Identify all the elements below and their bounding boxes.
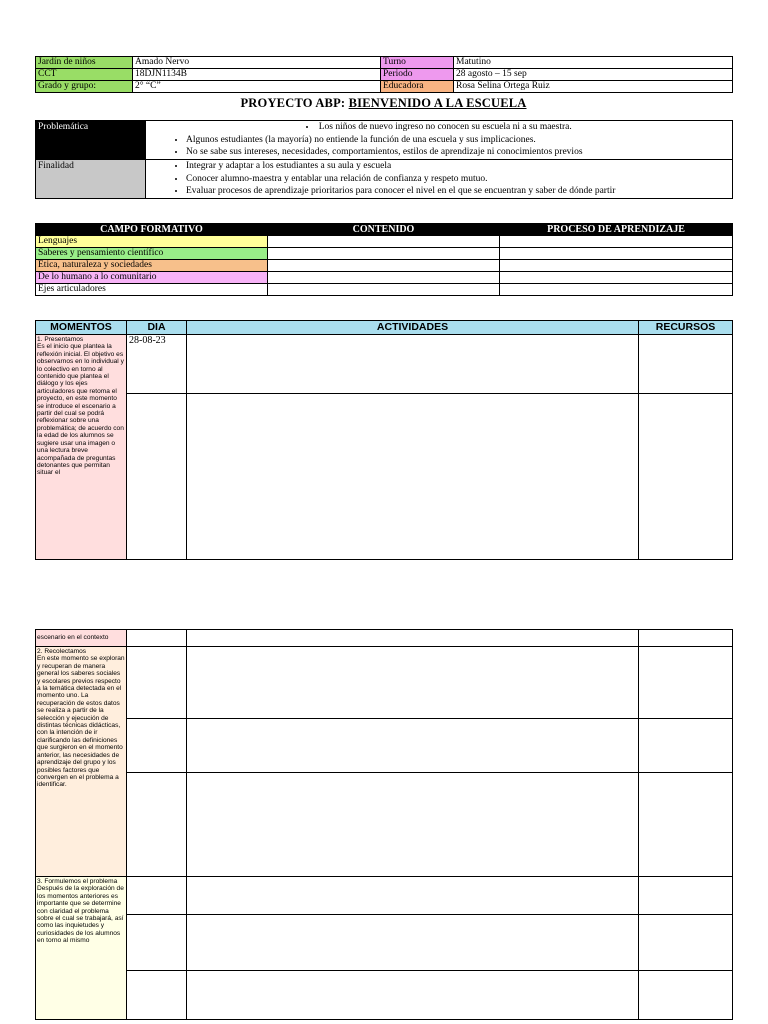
momento-3-text: 3. Formulemos el problema Después de la exploración de los momentos anteriores es importante que se determine con claridad el problema sobre el cual se trabajará, así como las inquietudes y curiosidades de los alumnos en torno al mismo: [36, 877, 127, 1020]
momento-row: [36, 719, 733, 773]
empty-cell: [268, 236, 500, 248]
empty-cell: [500, 272, 733, 284]
info-row: [36, 81, 733, 93]
momentos-header: MOMENTOS: [36, 321, 127, 335]
day-cell: [127, 970, 187, 1019]
info-row: [36, 57, 733, 69]
resource-cell: [639, 914, 733, 970]
empty-cell: [268, 272, 500, 284]
info-label: Jardín de niños: [36, 57, 133, 69]
campo-cell: Ética, naturaleza y sociedades: [36, 260, 268, 272]
info-value: 2° “C”: [133, 81, 381, 93]
purpose-content: [146, 160, 733, 199]
resource-cell: [639, 970, 733, 1019]
problem-table: [35, 120, 733, 199]
empty-cell: [500, 236, 733, 248]
campo-row: [36, 248, 733, 260]
momentos-table: [35, 320, 733, 560]
activity-cell: [187, 630, 639, 647]
empty-cell: [500, 260, 733, 272]
purpose-item: • Evaluar procesos de aprendizaje prioritarios para conocer el nivel en el que se encuentran y saber de dónde partir: [186, 185, 730, 198]
resource-cell: [639, 647, 733, 719]
empty-cell: [500, 248, 733, 260]
day-cell: [127, 394, 187, 560]
info-table: [35, 56, 733, 93]
resource-cell: [639, 773, 733, 877]
momentos-header-row: [36, 321, 733, 335]
purpose-label: Finalidad: [36, 160, 146, 199]
momento-row: [36, 647, 733, 719]
activity-cell: [187, 773, 639, 877]
campo-header: CAMPO FORMATIVO: [36, 224, 268, 236]
proceso-header: PROCESO DE APRENDIZAJE: [500, 224, 733, 236]
title-name: BIENVENIDO A LA ESCUELA: [348, 96, 527, 110]
empty-cell: [268, 260, 500, 272]
campo-row: [36, 284, 733, 296]
resource-cell: [639, 335, 733, 394]
momento-row: [36, 877, 733, 915]
momento-row: [36, 394, 733, 560]
problem-item: • No se sabe sus intereses, necesidades, comportamientos, estilos de aprendizaje ni conocimientos previos: [186, 146, 730, 159]
empty-cell: [268, 284, 500, 296]
momento-1-text: 1. Presentamos Es el inicio que plantea la reflexión inicial. El objetivo es observarnos en lo individual y lo colectivo en torno al contenido que plantea el diálogo y los ejes articuladores que retoma el proyecto, en este momento se introduce el escenario a partir del cual se podrá reflexionar sobre una problemática; de acuerdo con la edad de los alumnos se sugiere usar una imagen o una lectura breve acompañada de preguntas detonantes que permitan situar el: [36, 335, 127, 560]
activity-cell: [187, 647, 639, 719]
momento-2-text: 2. Recolectamos En este momento se exploran y recuperan de manera general los saberes sociales y escolares previos respecto a la temática detectada en el momento uno. La recuperación de estos datos se realiza a partir de la selección y ejecución de distintas técnicas didácticas, con la intención de ir clarificando las definiciones que surgieron en el momento anterior, las necesidades de aprendizaje del grupo y los posibles factores que convergen en el problema a identificar.: [36, 647, 127, 877]
day-cell: [127, 877, 187, 915]
day-cell: [127, 773, 187, 877]
campo-row: [36, 236, 733, 248]
campo-row: [36, 272, 733, 284]
activity-cell: [187, 877, 639, 915]
campo-table: [35, 223, 733, 296]
activity-cell: [187, 394, 639, 560]
momento-row: [36, 970, 733, 1019]
day-cell: [127, 719, 187, 773]
campo-cell: Ejes articuladores: [36, 284, 268, 296]
info-value: 28 agosto – 15 sep: [454, 69, 733, 81]
problem-content: [146, 121, 733, 160]
info-value: Matutino: [454, 57, 733, 69]
day-cell: [127, 647, 187, 719]
info-label: Periodo: [381, 69, 454, 81]
activity-cell: [187, 914, 639, 970]
problem-label: Problemática: [36, 121, 146, 160]
campo-row: [36, 260, 733, 272]
resource-cell: [639, 877, 733, 915]
momento-1-continued: escenario en el contexto: [36, 630, 127, 647]
info-value: Rosa Selina Ortega Ruiz: [454, 81, 733, 93]
momento-row: [36, 335, 733, 394]
campo-cell: De lo humano a lo comunitario: [36, 272, 268, 284]
title-prefix: PROYECTO ABP:: [240, 96, 349, 110]
day-cell: [127, 630, 187, 647]
problem-item: • Algunos estudiantes (la mayoría) no entiende la función de una escuela y sus implicaciones.: [186, 134, 730, 147]
actividades-header: ACTIVIDADES: [187, 321, 639, 335]
resource-cell: [639, 719, 733, 773]
resource-cell: [639, 630, 733, 647]
momento-row: [36, 773, 733, 877]
info-label: Educadora: [381, 81, 454, 93]
purpose-item: • Integrar y adaptar a los estudiantes a su aula y escuela: [186, 160, 730, 173]
project-title: [35, 96, 732, 111]
campo-header-row: [36, 224, 733, 236]
resource-cell: [639, 394, 733, 560]
purpose-row: [36, 160, 733, 199]
recursos-header: RECURSOS: [639, 321, 733, 335]
info-label: CCT: [36, 69, 133, 81]
info-label: Turno: [381, 57, 454, 69]
activity-cell: [187, 719, 639, 773]
info-value: 18DJN1134B: [133, 69, 381, 81]
problem-item: • Los niños de nuevo ingreso no conocen su escuela ni a su maestra.: [148, 121, 730, 134]
day-cell: 28-08-23: [127, 335, 187, 394]
momentos-table-continued: [35, 629, 733, 1020]
purpose-item: • Conocer alumno-maestra y entablar una relación de confianza y respeto mutuo.: [186, 173, 730, 186]
empty-cell: [268, 248, 500, 260]
campo-cell: Lenguajes: [36, 236, 268, 248]
momento-row: [36, 630, 733, 647]
info-value: Amado Nervo: [133, 57, 381, 69]
contenido-header: CONTENIDO: [268, 224, 500, 236]
activity-cell: [187, 970, 639, 1019]
day-cell: [127, 914, 187, 970]
info-label: Grado y grupo:: [36, 81, 133, 93]
empty-cell: [500, 284, 733, 296]
activity-cell: [187, 335, 639, 394]
dia-header: DIA: [127, 321, 187, 335]
problem-row: [36, 121, 733, 160]
momento-row: [36, 914, 733, 970]
info-row: [36, 69, 733, 81]
campo-cell: Saberes y pensamiento científico: [36, 248, 268, 260]
